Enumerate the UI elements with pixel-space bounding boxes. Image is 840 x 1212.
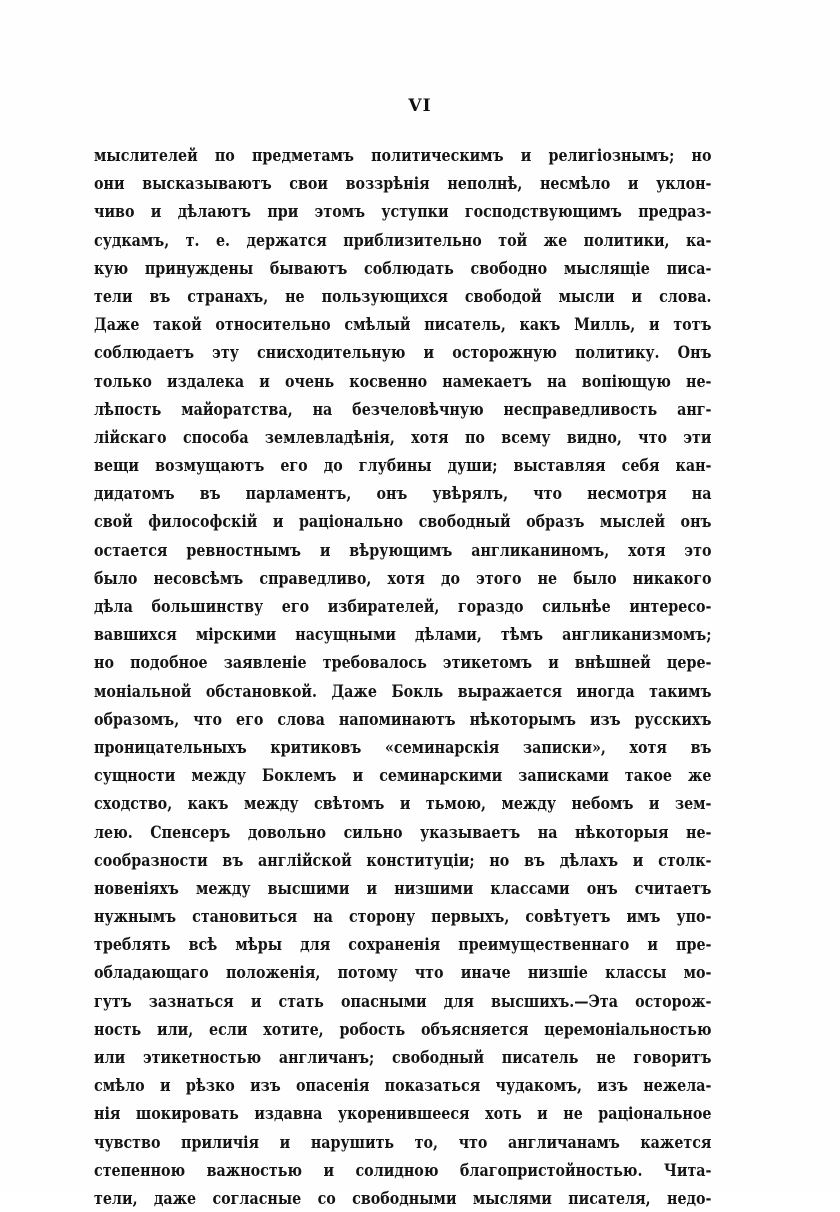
- text-line: тели въ странахъ, не пользующихся свободой мысли и слова.: [94, 285, 712, 306]
- text-line: остается ревностнымъ и вѣрующимъ англиканиномъ, хотя это: [94, 539, 712, 560]
- text-line: чиво и дѣлаютъ при этомъ уступки господствующимъ предраз-: [94, 201, 712, 222]
- text-line: образомъ, что его слова напоминаютъ нѣкоторымъ изъ русскихъ: [94, 708, 712, 729]
- text-line: дѣла большинству его избирателей, гораздо сильнѣе интересо-: [94, 596, 712, 616]
- text-line: нужнымъ становиться на сторону первыхъ, совѣтуетъ имъ упо-: [94, 906, 712, 927]
- text-line: нія шокировать издавна укоренившееся хоть и не раціональное: [94, 1103, 712, 1124]
- text-line: Даже такой относительно смѣлый писатель, какъ Милль, и тотъ: [94, 314, 712, 335]
- text-line: чувство приличія и нарушить то, что англичанамъ кажется: [94, 1131, 712, 1152]
- text-line: проницательныхъ критиковъ «семинарскія записки», хотя въ: [94, 736, 712, 757]
- text-line: смѣло и рѣзко изъ опасенія показаться чудакомъ, изъ нежела-: [94, 1075, 712, 1096]
- text-line: но подобное заявленіе требовалось этикетомъ и внѣшней цере-: [94, 652, 712, 673]
- text-line: судкамъ, т. е. держатся приблизительно той же политики, ка-: [94, 229, 712, 250]
- body-text: [94, 141, 712, 1212]
- text-line: они высказываютъ свои воззрѣнія неполнѣ, несмѣло и уклон-: [94, 173, 712, 194]
- text-line: моніальной обстановкой. Даже Бокль выражается иногда такимъ: [94, 680, 712, 701]
- text-line: обладающаго положенія, потому что иначе низшіе классы мо-: [94, 962, 712, 983]
- text-line: тели, даже согласные со свободными мыслями писателя, недо-: [94, 1187, 712, 1208]
- text-line: ность или, если хотите, робость объясняется церемоніальностью: [94, 1018, 712, 1039]
- text-line: новеніяхъ между высшими и низшими классами онъ считаетъ: [94, 877, 712, 898]
- text-line: сходство, какъ между свѣтомъ и тьмою, между небомъ и зем-: [94, 793, 712, 814]
- text-line: вавшихся мірскими насущными дѣлами, тѣмъ англиканизмомъ;: [94, 624, 712, 645]
- text-line: сущности между Боклемъ и семинарскими записками такое же: [94, 765, 712, 786]
- text-line: свой философскій и раціонально свободный образъ мыслей онъ: [94, 511, 712, 532]
- page-number: VI: [408, 96, 432, 116]
- text-line: мыслителей по предметамъ политическимъ и религіознымъ; но: [94, 145, 712, 165]
- text-line: сообразности въ англійской конституціи; но въ дѣлахъ и столк-: [94, 849, 712, 870]
- text-line: лѣпость майоратства, на безчеловѣчную несправедливость анг-: [94, 398, 712, 419]
- text-line: было несовсѣмъ справедливо, хотя до этого не было никакого: [94, 567, 712, 588]
- text-line: треблять всѣ мѣры для сохраненія преимущественнаго и пре-: [94, 934, 712, 955]
- text-line: лею. Спенсеръ довольно сильно указываетъ на нѣкоторыя не-: [94, 821, 712, 842]
- text-line: дидатомъ въ парламентъ, онъ увѣрялъ, что несмотря на: [94, 483, 712, 504]
- text-line: вещи возмущаютъ его до глубины души; выставляя себя кан-: [94, 455, 712, 476]
- text-line: гутъ зазнаться и стать опасными для высшихъ.—Эта осторож-: [94, 990, 712, 1011]
- text-line: соблюдаетъ эту снисходительную и осторожную политику. Онъ: [94, 342, 712, 363]
- text-line: кую принуждены бываютъ соблюдать свободно мыслящіе писа-: [94, 257, 712, 278]
- text-line: только издалека и очень косвенно намекаетъ на вопіющую не-: [94, 370, 712, 391]
- text-line: или этикетностью англичанъ; свободный писатель не говоритъ: [94, 1047, 712, 1067]
- text-line: степенною важностью и солидною благопристойностью. Чита-: [94, 1159, 712, 1180]
- text-line: лійскаго способа землевладѣнія, хотя по всему видно, что эти: [94, 426, 712, 447]
